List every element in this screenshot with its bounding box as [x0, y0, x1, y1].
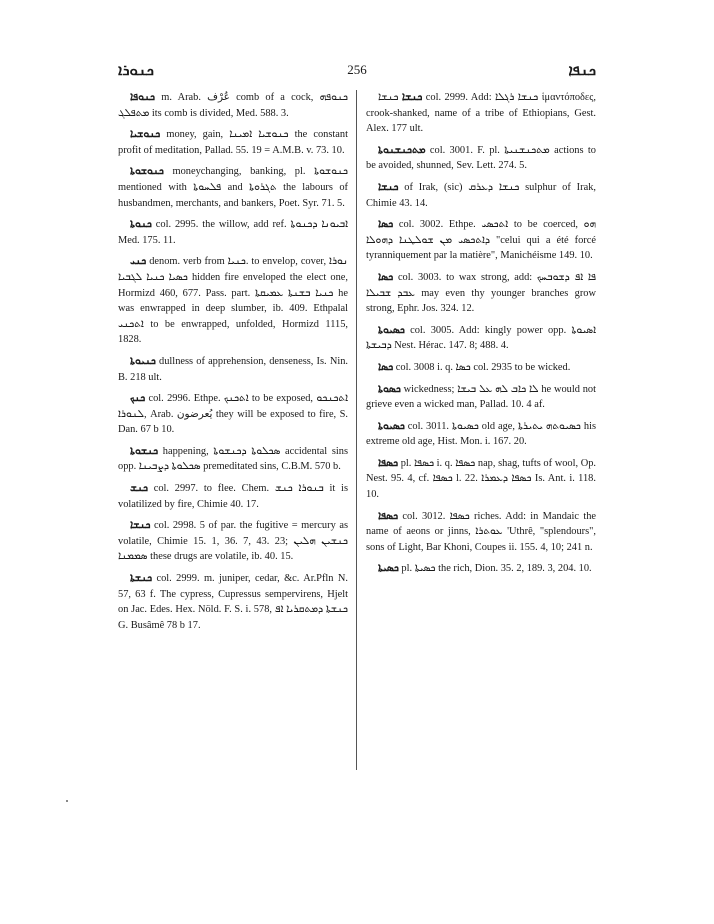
- headword: ܟܢܫܐ: [378, 181, 399, 193]
- running-head-left: ܟܢܘܪܐ: [118, 63, 154, 79]
- entry-text: m. Arab. عُرْف comb of a cock, ܟܢܘܦܗ ܡܬܦܠܓ its comb is divided, Med. 588. 3.: [118, 92, 348, 119]
- headword: ܟܢܘܬܐ: [130, 219, 152, 231]
- right-column: [366, 90, 596, 583]
- dictionary-entry: [366, 360, 596, 376]
- headword: ܟܣܝܘܬܐ: [378, 324, 405, 336]
- headword: ܟܢܝ: [130, 256, 147, 268]
- entry-text: pl. ܟܣܝܬܐ the rich, Dion. 35. 2, 189. 3, 204. 10.: [398, 563, 592, 575]
- headword: ܟܣܐ: [378, 361, 394, 373]
- headword: ܟܣܝܬܐ: [378, 563, 399, 575]
- entry-text: dullness of apprehension, denseness, Is. Nin. B. 218 ult.: [118, 355, 348, 383]
- entry-text: col. 2995. the willow, add ref. ܐܒܝܘܢܐ ܕܟܢܘܬܐ Med. 175. 11.: [118, 219, 349, 246]
- entry-text: col. 2996. Ethpe. ܐܬܟܢܟ to be exposed, ܐܬܟܢܟܘ ܠܢܘܪܐ, Arab. يُعرضون they will be exposed to fire, S. Dan. 67 b 10.: [118, 393, 348, 436]
- margin-speck: [66, 800, 68, 802]
- dictionary-entry: [118, 354, 348, 385]
- headword: ܡܬܟܢܫܢܘܬܐ: [378, 144, 426, 156]
- dictionary-entry: [366, 382, 596, 413]
- dictionary-entry: [366, 323, 596, 354]
- headword: ܟܢܫ: [130, 483, 148, 495]
- headword: ܟܣܐ: [378, 271, 394, 283]
- entry-text: moneychanging, banking, pl. ܟܢܘܫܘܬܐ mentioned with ܦܠܚܘܬܐ and ܬܓܪܘܬܐ the labours of husbandmen, merchants, and bankers, Poet. Syr. 71. 5.: [118, 166, 349, 209]
- headword: ܟܣܘܬܐ: [378, 383, 401, 395]
- dictionary-entry: [366, 561, 596, 577]
- headword: ܟܢܘܫܝܐ: [130, 129, 161, 141]
- entry-text: col. 3002. Ethpe. ܐܬܟܣܝ to be coerced, ܗܘ ܕܐܬܟܣܝ ܡܢ ܫܘܠܛܢܐ ܕܗܘܠܐ "celui qui a été forcé tyranniquement par la matière", Manichéisme 149. 10.: [366, 219, 596, 262]
- dictionary-entry: [366, 509, 596, 556]
- page-header: [118, 62, 596, 82]
- entry-text: wickedness; ܠܐ ܟܐܒ ܠܗ ܥܠ ܒܝܫܐ he would not grieve even a wicked man, Pallad. 10. 4 af.: [366, 383, 597, 411]
- dictionary-entry: [118, 481, 348, 512]
- dictionary-entry: [118, 444, 348, 475]
- dictionary-entry: [366, 217, 596, 264]
- headword: ܟܢܘܦܐ: [130, 92, 156, 103]
- entry-text: of Irak, (sic) ܟܢܫܐ ܕܥܪܩ sulphur of Irak, Chimie 43. 14.: [366, 181, 596, 209]
- dictionary-entry: [118, 571, 348, 633]
- entry-text: happening, ܣܟܠܘܬܐ ܕܟܢܫܘܬܐ accidental sins opp. ܣܟܠܘܬܐ ܕܨܒܝܢܐ premeditated sins, C.B.M. 570 b.: [118, 445, 348, 473]
- entry-text: col. 2997. to flee. Chem. ܒܢܘܪܐ ܟܢܫ it is volatilized by fire, Chimie 40. 17.: [118, 483, 348, 510]
- dictionary-entry: [366, 270, 596, 317]
- headword: ܟܢܟ: [130, 393, 146, 405]
- entry-text: col. 2998. 5 of par. the fugitive = mercury as volatile, Chimie 15. 1, 36. 7, 43. 23; ܟܢܫܝܢ ܗܠܝܢ ܣܡܡܢܐ these drugs are volatile, ib. 40. 15.: [118, 520, 348, 563]
- dictionary-entry: [366, 143, 596, 174]
- headword: ܟܣܐ: [378, 219, 394, 231]
- entry-text: pl. ܟܣܦܐ i. q. ܟܣܦܐ nap, shag, tufts of wool, Op. Nest. 95. 4, cf. ܟܣܦܐ l. 22. ܟܣܦܐ ܕܥܡܪܐ Is. Ant. i. 118. 10.: [366, 457, 596, 501]
- dictionary-entry: [366, 419, 596, 450]
- entry-text: col. 3003. to wax strong, add: ܦܐ ܐܦ ܕܫܘܒܚܟ ܥܒܕ ܫܒܝܠܐ may even thy younger branches grow strong, Ephr. Jos. 324. 12.: [366, 271, 596, 315]
- running-head-right: ܟܢܦܐ: [568, 63, 596, 79]
- headword: ܟܢܫܐ: [401, 92, 423, 103]
- dictionary-entry: [118, 127, 348, 158]
- headword: ܟܢܫܐ: [130, 520, 151, 532]
- dictionary-entry: [366, 90, 596, 137]
- headword: ܟܢܫܘܬܐ: [130, 445, 159, 457]
- entry-text: col. 3008 i. q. ܟܣܐ col. 2935 to be wicked.: [393, 361, 571, 373]
- headword: ܟܣܦܐ: [378, 510, 399, 522]
- dictionary-entry: [118, 217, 348, 248]
- column-divider: [356, 90, 357, 770]
- entry-text: denom. verb from ܟܢܝܐ. to envelop, cover, ܢܘܪܐ ܟܣܝܐ ܟܢܝܐ ܠܓܒܝܐ hidden fire enveloped the elect one, Hormizd 460, 677. Pass. part. ܟܢܝܐ ܒܫܢܬܐ ܥܡܝܩܬܐ he was enwrapped in deep slumber, ib. 409. Ethpalal ܐܬܟܢܝ to be enwrapped, unfolded, Hormizd 1115, 1828.: [118, 256, 348, 346]
- entry-text: col. 3011. ܟܣܝܘܬܐ old age, ܟܣܝܘܬܗ ܝܬܝܪܬܐ his extreme old age, Hist. Mon. i. 167. 20.: [366, 420, 597, 448]
- entry-text: col. 3005. Add: kingly power opp. ܐܣܝܘܬܐ ܕܒܝܫܬܐ Nest. Hérac. 147. 8; 488. 4.: [366, 324, 596, 352]
- entry-text: ܟܢܫܐ col. 2999. Add: ܟܢܫܐ ܪܓܠܐ ἱμαντόποδες, crook-shanked, name of a tribe of Ethiopians, Gest. Alex. 177 ult.: [366, 92, 597, 135]
- entry-text: money, gain, ܟܢܘܫܝܐ ܐܡܝܢܐ the constant profit of meditation, Pallad. 55. 19 = A.M.B. v. 73. 10.: [118, 129, 349, 156]
- page-number: 256: [347, 62, 367, 77]
- headword: ܟܢܘܫܘܬܐ: [130, 166, 164, 178]
- entry-text: col. 3001. F. pl. ܡܬܟܢܫܢܝܬܐ actions to be avoided, shunned, Sev. Lett. 274. 5.: [366, 144, 596, 172]
- headword: ܟܢܝܘܬܐ: [130, 355, 156, 367]
- headword: ܟܣܦܐ: [378, 457, 399, 469]
- dictionary-entry: [118, 518, 348, 565]
- headword: ܟܣܝܘܬܐ: [378, 420, 405, 432]
- dictionary-entry: [118, 391, 348, 438]
- dictionary-entry: [366, 456, 596, 503]
- entry-text: col. 2999. m. juniper, cedar, &c. Ar.Pfln N. 57, 63 f. The cypress, Cupressus sempervirens, Hjelt on Jac. Edes. Hex. Nöld. F. S. i. 578, ܟܢܫܬܐ ܕܡܬܩܪܝܐ ܐܦ G. Busâmê 78 b 17.: [118, 573, 348, 631]
- dictionary-entry: [118, 164, 348, 211]
- headword: ܟܢܫܬܐ: [130, 573, 153, 585]
- entry-text: col. 3012. ܟܣܦܐ riches. Add: in Mandaic the name of aeons or jinns, ܥܘܬܪܐ 'Uthrê, "splendours", sons of Light, Bar Khoni, Coupes ii. 155. 4, 10; 241 n.: [366, 510, 597, 553]
- left-column: [118, 90, 348, 639]
- dictionary-entry: [366, 180, 596, 211]
- dictionary-entry: [118, 90, 348, 121]
- dictionary-entry: [118, 254, 348, 348]
